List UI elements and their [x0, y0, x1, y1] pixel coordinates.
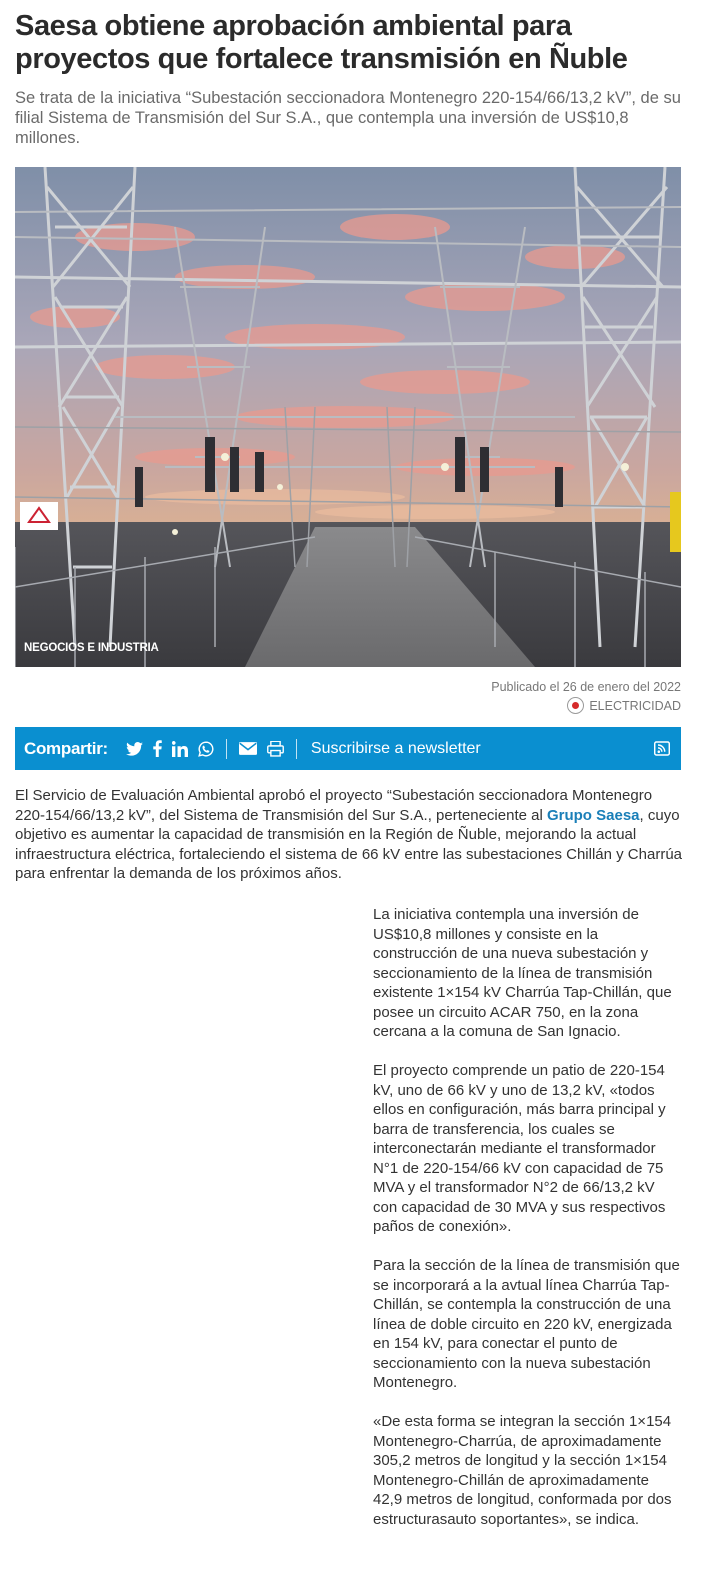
article-body-column	[373, 905, 681, 1549]
facebook-icon[interactable]	[153, 739, 162, 759]
lead-text-start: El Servicio de Evaluación Ambiental aprobó el proyecto “Subestación seccionadora Montenegro 220-154/66/13,2 kV”, del Sistema de Transmisión del Sur S.A., perteneciente al	[15, 787, 653, 824]
linkedin-icon[interactable]	[172, 739, 188, 759]
body-paragraph: Para la sección de la línea de transmisión que se incorporará a la avtual línea Charrúa Tap-Chillán, se contempla la construcción de una línea de doble circuito en 220 kV, energizada en 154 kV, para conectar el punto de seccionamiento con la nueva subestación Montenegro.	[373, 1257, 680, 1391]
body-paragraph: La iniciativa contempla una inversión de US$10,8 millones y consiste en la construcción de una nueva subestación y seccionamiento de la línea de transmisión existente 1×154 kV Charrúa Tap-Chillán, que posee un circuito ACAR 750, en la zona cercana a la comuna de San Ignacio.	[373, 906, 672, 1040]
lead-paragraph	[15, 786, 683, 884]
print-icon[interactable]	[267, 739, 284, 759]
lead-text-end: , cuyo objetivo es aumentar la capacidad de transmisión en la Región de Ñuble, mejorando la actual infraestructura eléctrica, fortaleciendo el sistema de 66 kV entre las subestaciones Chillán y Charrúa para enfrentar la demanda de los próximos años.	[15, 806, 683, 882]
image-category-label: NEGOCIOS E INDUSTRIA	[24, 642, 159, 654]
share-label: Compartir:	[24, 738, 108, 758]
email-icon[interactable]	[239, 739, 257, 759]
share-icons	[126, 739, 299, 759]
category-tag-label: ELECTRICIDAD	[589, 698, 681, 713]
twitter-icon[interactable]	[126, 739, 143, 759]
category-tag[interactable]	[567, 697, 681, 714]
share-bar	[15, 727, 681, 770]
record-dot-icon	[567, 697, 584, 714]
divider	[296, 739, 297, 759]
newsletter-link[interactable]: Suscribirse a newsletter	[310, 739, 481, 757]
grupo-saesa-link[interactable]: Grupo Saesa	[546, 806, 640, 824]
hero-image	[15, 167, 681, 667]
article-title: Saesa obtiene aprobación ambiental para proyectos que fortalece transmisión en Ñuble	[15, 10, 628, 75]
divider	[226, 739, 227, 759]
body-paragraph: El proyecto comprende un patio de 220-154 kV, uno de 66 kV y uno de 13,2 kV, «todos ellos en configuración, más barra principal y barra de transferencia, los cuales se interconectarán mediante el transformador N°1 de 220-154/66 kV con capacidad de 75 MVA y el transformador N°2 de 66/13,2 kV con capacidad de 30 MVA y sus respectivos paños de conexión».	[373, 1062, 666, 1235]
substation-photo	[15, 167, 681, 667]
body-paragraph: «De esta forma se integran la sección 1×154 Montenegro-Charrúa, de aproximadamente 305,2 metros de longitud y la sección 1×154 Montenegro-Chillán de aproximadamente 42,9 metros de longitud, conformada por dos estructurasauto soportantes», se indica.	[373, 1413, 672, 1528]
article-subtitle: Se trata de la iniciativa “Subestación seccionadora Montenegro 220-154/66/13,2 kV”, de su filial Sistema de Transmisión del Sur S.A., que contempla una inversión de US$10,8 millones.	[15, 89, 681, 147]
rss-icon[interactable]	[654, 741, 670, 756]
publish-date: Publicado el 26 de enero del 2022	[491, 680, 681, 694]
whatsapp-icon[interactable]	[198, 739, 214, 759]
